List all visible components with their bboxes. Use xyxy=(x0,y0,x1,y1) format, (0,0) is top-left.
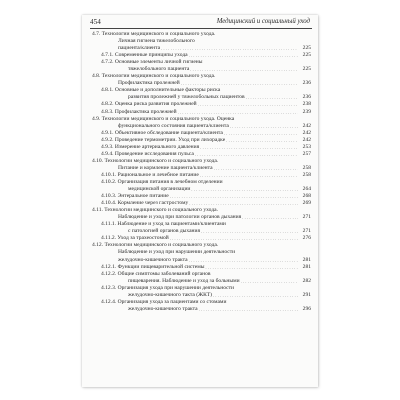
dot-leader xyxy=(195,151,298,158)
toc-entry-text: 4.10.4. Кормление через гастростому xyxy=(101,200,189,207)
page-number: 454 xyxy=(90,18,101,26)
toc-entry-text: тяжелобольного пациента xyxy=(128,66,190,73)
toc-entry-text: Личная гигиена тяжелобольного xyxy=(118,38,195,45)
toc-entry xyxy=(92,200,311,207)
toc-page-number: 242 xyxy=(302,122,311,129)
toc-entry xyxy=(92,130,311,137)
toc-entry xyxy=(92,137,311,144)
toc-entry-text: 4.12.2. Общие симптомы заболеваний органов xyxy=(101,270,211,277)
dot-leader xyxy=(213,292,298,299)
dot-leader xyxy=(198,101,298,108)
dot-leader xyxy=(246,94,298,101)
toc-entry xyxy=(92,165,311,172)
dot-leader xyxy=(205,264,298,271)
toc-entry-text: функционального состояния пациента/клиента xyxy=(118,122,229,129)
toc-entry-text: пациента/клиента xyxy=(118,45,161,52)
toc-entry xyxy=(92,144,311,151)
toc-entry xyxy=(92,123,311,130)
toc-entry-text: 4.8.1. Основные и дополнительные факторы риска xyxy=(101,87,221,94)
book-page xyxy=(82,15,318,387)
toc-page-number: 238 xyxy=(302,101,311,108)
toc-entry xyxy=(92,38,311,45)
toc-entry xyxy=(92,109,311,116)
table-of-contents xyxy=(92,31,311,313)
toc-entry-text: 4.8.3. Профилактика пролежней xyxy=(101,108,177,115)
dot-leader xyxy=(191,186,298,193)
toc-entry-text: 4.9. Технологии медицинского и социального ухода. Оценка xyxy=(92,115,235,122)
toc-entry-text: 4.7.2. Основные элементы личной гигиены xyxy=(101,59,203,66)
toc-page-number: 281 xyxy=(302,256,311,263)
header-rule xyxy=(90,28,312,29)
toc-entry-text: 4.7. Технологии медицинского и социального ухода. xyxy=(92,31,216,37)
toc-entry xyxy=(92,66,311,73)
dot-leader xyxy=(189,200,298,207)
toc-entry-text: 4.12.1. Функции пищеварительной системы xyxy=(101,263,205,270)
toc-page-number: 281 xyxy=(302,263,311,270)
toc-entry xyxy=(92,151,311,158)
dot-leader xyxy=(214,165,298,172)
toc-page-number: 264 xyxy=(302,186,311,193)
toc-entry-text: 4.11.2. Уход за трахеостомой xyxy=(101,235,169,242)
toc-page-number: 258 xyxy=(302,164,311,171)
toc-entry xyxy=(92,101,311,108)
toc-page-number: 236 xyxy=(302,80,311,87)
toc-entry xyxy=(92,285,311,292)
toc-entry-text: 4.8.2. Оценка риска развития пролежней xyxy=(101,101,197,108)
dot-leader xyxy=(170,235,298,242)
toc-entry xyxy=(92,264,311,271)
toc-entry-text: 4.10. Технологии медицинского и социального ухода. xyxy=(92,157,219,164)
toc-page-number: 225 xyxy=(302,45,311,52)
toc-page-number: 242 xyxy=(302,129,311,136)
running-title: Медицинский и социальный уход xyxy=(216,18,310,25)
toc-entry-text: 4.11. Технологии медицинского и социального ухода. xyxy=(92,207,218,214)
toc-entry-text: 4.11.1. Наблюдение и уход за пациентами/клиентами xyxy=(101,221,226,228)
toc-page-number: 236 xyxy=(302,94,311,101)
dot-leader xyxy=(226,137,298,144)
toc-page-number: 258 xyxy=(302,171,311,178)
toc-entry-text: 4.10.3. Энтеральное питание xyxy=(101,193,169,200)
toc-entry-text: желудочно-кишечного такта (ЖКТ) xyxy=(128,291,212,298)
dot-leader xyxy=(201,228,298,235)
toc-page-number: 276 xyxy=(302,235,311,242)
toc-entry xyxy=(92,158,311,165)
running-header xyxy=(90,18,312,28)
toc-entry-text: 4.12.3. Организация ухода при нарушении деятельности xyxy=(101,284,235,291)
toc-entry xyxy=(92,45,311,52)
toc-entry-text: 4.9.1. Объективное обследование пациента/клиента xyxy=(101,129,223,136)
toc-page-number: 269 xyxy=(302,200,311,207)
toc-entry xyxy=(92,306,311,313)
toc-entry-text: 4.10.1. Рациональное и лечебное питание xyxy=(101,171,199,178)
toc-entry xyxy=(92,193,311,200)
toc-page-number: 225 xyxy=(302,66,311,73)
toc-entry xyxy=(92,271,311,278)
toc-page-number: 225 xyxy=(302,52,311,59)
toc-page-number: 282 xyxy=(302,277,311,284)
toc-entry-text: 4.9.4. Проведение исследования пульса xyxy=(101,150,194,157)
toc-page-number: 271 xyxy=(302,228,311,235)
toc-entry xyxy=(92,278,311,285)
dot-leader xyxy=(161,45,298,52)
toc-entry xyxy=(92,59,311,66)
toc-entry-text: с патологией органов дыхания xyxy=(128,228,201,235)
toc-entry xyxy=(92,186,311,193)
toc-entry-text: желудочно-кишечного тракта xyxy=(118,256,188,263)
dot-leader xyxy=(190,66,298,73)
toc-entry-text: 4.10.2. Организация питания в лечебном отделении xyxy=(101,178,223,185)
dot-leader xyxy=(189,257,298,264)
dot-leader xyxy=(170,193,298,200)
toc-entry-text: 4.8. Технологии медицинского и социального ухода. xyxy=(92,73,216,80)
toc-entry-text: Наблюдение и уход при нарушении деятельности xyxy=(118,249,236,256)
toc-page-number: 268 xyxy=(302,193,311,200)
toc-entry-text: Питание и кормление пациента/клиента xyxy=(118,164,213,171)
dot-leader xyxy=(224,130,298,137)
dot-leader xyxy=(178,109,298,116)
toc-entry-text: 4.9.2. Проведение термометрии. Уход при лихорадке xyxy=(101,136,226,143)
toc-entry xyxy=(92,116,311,123)
dot-leader xyxy=(189,52,298,59)
toc-entry xyxy=(92,257,311,264)
toc-entry xyxy=(92,292,311,299)
toc-entry-text: Профилактика пролежней xyxy=(118,80,180,87)
toc-entry-text: развития пролежней у тяжелобольных пациентов xyxy=(128,94,245,101)
toc-entry-text: Наблюдение и уход при патологии органов дыхания xyxy=(118,214,242,221)
toc-entry-text: 4.12. Технологии медицинского и социального ухода. xyxy=(92,242,219,249)
toc-entry xyxy=(92,31,311,38)
toc-page-number: 296 xyxy=(302,305,311,312)
dot-leader xyxy=(200,144,298,151)
toc-page-number: 239 xyxy=(302,108,311,115)
dot-leader xyxy=(199,306,298,313)
dot-leader xyxy=(230,123,298,130)
toc-page-number: 271 xyxy=(302,214,311,221)
toc-entry xyxy=(92,172,311,179)
toc-page-number: 242 xyxy=(302,136,311,143)
dot-leader xyxy=(200,172,298,179)
toc-entry xyxy=(92,179,311,186)
toc-entry xyxy=(92,221,311,228)
toc-entry xyxy=(92,235,311,242)
toc-page-number: 253 xyxy=(302,143,311,150)
toc-entry-text: пищеварения. Наблюдение и уход за больными xyxy=(128,277,240,284)
toc-entry-text: медицинской организации xyxy=(128,186,191,193)
toc-entry xyxy=(92,249,311,256)
toc-page-number: 257 xyxy=(302,150,311,157)
toc-entry xyxy=(92,299,311,306)
toc-entry-text: 4.9.3. Измерение артериального давления xyxy=(101,143,200,150)
toc-entry-text: 4.12.4. Организация ухода за пациентами со стомами xyxy=(101,298,227,305)
dot-leader xyxy=(241,278,298,285)
toc-entry-text: 4.7.1. Современные принципы ухода xyxy=(101,52,188,59)
dot-leader xyxy=(242,214,298,221)
toc-entry-text: желудочно-кишечного тракта xyxy=(128,305,198,312)
toc-page-number: 291 xyxy=(302,291,311,298)
